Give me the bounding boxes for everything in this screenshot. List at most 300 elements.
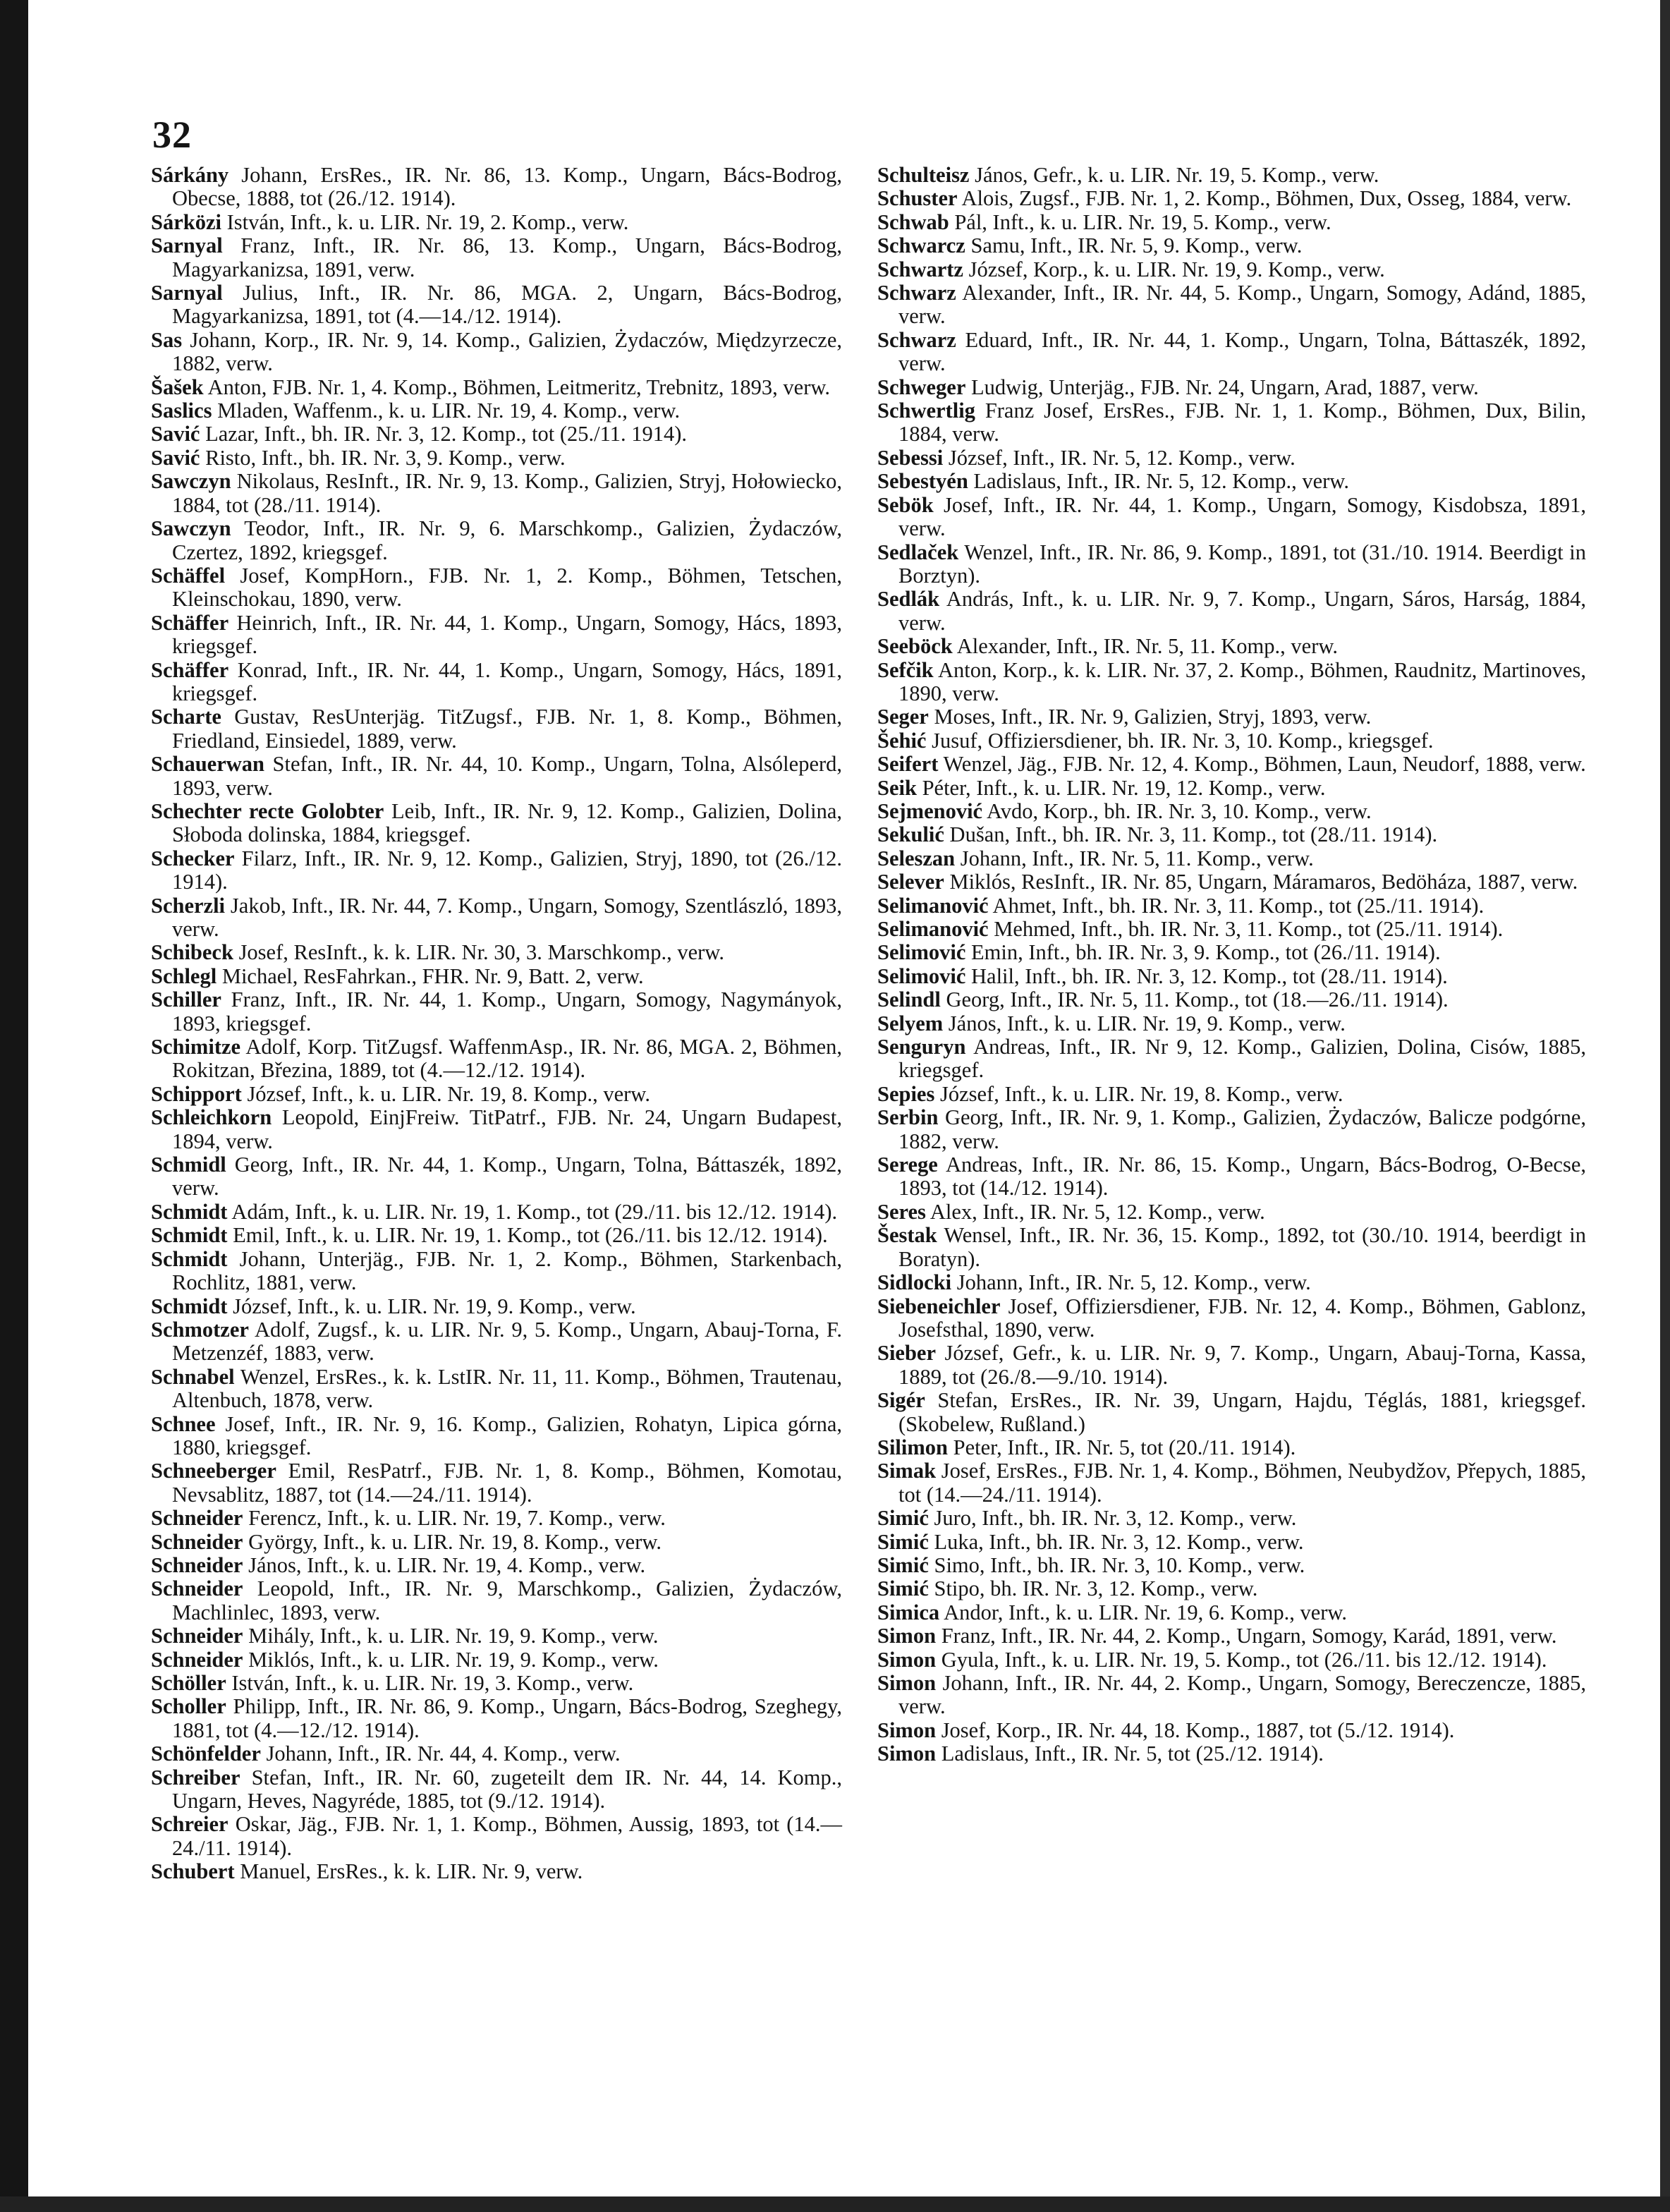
entry-surname: Schwarz bbox=[877, 281, 956, 305]
entry-surname: Šehić bbox=[877, 728, 927, 753]
entry-details: Simo, Inft., bh. IR. Nr. 3, 10. Komp., verw. bbox=[934, 1552, 1305, 1577]
entry-details: József, Korp., k. u. LIR. Nr. 19, 9. Komp., verw. bbox=[968, 257, 1385, 281]
register-entry bbox=[877, 1719, 1586, 1742]
entry-surname: Schibeck bbox=[151, 940, 233, 965]
entry-surname: Scholler bbox=[151, 1694, 226, 1719]
register-entry bbox=[877, 1153, 1586, 1201]
register-entry bbox=[151, 399, 842, 423]
entry-surname: Schnabel bbox=[151, 1364, 235, 1389]
register-entry bbox=[151, 1318, 842, 1366]
entry-surname: Seger bbox=[877, 705, 929, 729]
entry-details: Georg, Inft., IR. Nr. 5, 11. Komp., tot (18.—26./11. 1914). bbox=[946, 988, 1449, 1012]
register-entry bbox=[151, 1860, 842, 1883]
entry-surname: Selimović bbox=[877, 964, 966, 988]
entry-surname: Schlegl bbox=[151, 964, 217, 988]
entry-details: Ladislaus, Inft., IR. Nr. 5, tot (25./12. 1914). bbox=[941, 1742, 1324, 1766]
entry-surname: Schweger bbox=[877, 375, 966, 399]
entry-surname: Selindl bbox=[877, 988, 941, 1012]
entry-surname: Schwarcz bbox=[877, 233, 965, 258]
entry-surname: Schubert bbox=[151, 1859, 235, 1884]
entry-details: Jusuf, Offiziersdiener, bh. IR. Nr. 3, 10. Komp., kriegsgef. bbox=[932, 728, 1434, 753]
entry-surname: Seik bbox=[877, 775, 917, 800]
entry-surname: Scharte bbox=[151, 705, 221, 729]
register-entry bbox=[151, 1035, 842, 1083]
entry-surname: Sigér bbox=[877, 1388, 925, 1413]
entry-details: Julius, Inft., IR. Nr. 86, MGA. 2, Ungarn, Bács-Bodrog, Magyarkanizsa, 1891, tot (4.—14./12. 1914). bbox=[172, 281, 842, 329]
entry-details: Mehmed, Inft., bh. IR. Nr. 3, 11. Komp., tot (25./11. 1914). bbox=[994, 917, 1504, 941]
entry-details: Josef, Inft., IR. Nr. 9, 16. Komp., Galizien, Rohatyn, Lipica górna, 1880, kriegsgef. bbox=[172, 1411, 843, 1459]
scan-edge-left bbox=[0, 0, 28, 2212]
register-entry bbox=[877, 635, 1586, 658]
entry-details: Avdo, Korp., bh. IR. Nr. 3, 10. Komp., verw. bbox=[987, 798, 1372, 823]
entry-surname: Schnee bbox=[151, 1411, 216, 1436]
entry-surname: Sekulić bbox=[877, 822, 944, 847]
entry-details: Adolf, Zugsf., k. u. LIR. Nr. 9, 5. Komp., Ungarn, Abauj-Torna, F. Metzenzéf, 1883, verw. bbox=[172, 1317, 842, 1366]
entry-surname: Sawczyn bbox=[151, 469, 231, 494]
register-entry bbox=[877, 1201, 1586, 1224]
entry-surname: Seifert bbox=[877, 752, 939, 777]
register-entry bbox=[877, 870, 1586, 894]
register-entry bbox=[151, 1201, 842, 1224]
entry-details: Josef, Korp., IR. Nr. 44, 18. Komp., 1887, tot (5./12. 1914). bbox=[941, 1718, 1455, 1742]
entry-surname: Silimon bbox=[877, 1435, 949, 1459]
entry-details: Mihály, Inft., k. u. LIR. Nr. 19, 9. Komp., verw. bbox=[248, 1624, 659, 1648]
register-entry bbox=[877, 777, 1586, 800]
entry-details: Alexander, Inft., IR. Nr. 5, 11. Komp., verw. bbox=[956, 634, 1339, 659]
right-column bbox=[877, 164, 1586, 1766]
entry-surname: Schmidt bbox=[151, 1199, 228, 1224]
entry-details: Johann, Inft., IR. Nr. 44, 2. Komp., Ungarn, Somogy, Bereczencze, 1885, verw. bbox=[898, 1671, 1587, 1719]
entry-surname: Selever bbox=[877, 870, 944, 894]
register-entry bbox=[151, 659, 842, 706]
entry-surname: Serbin bbox=[877, 1105, 939, 1130]
entry-details: Andreas, Inft., IR. Nr 9, 12. Komp., Galizien, Dolina, Cisów, 1885, kriegsgef. bbox=[898, 1035, 1586, 1083]
register-entry bbox=[877, 659, 1586, 706]
register-entry bbox=[151, 1083, 842, 1106]
entry-details: Ludwig, Unterjäg., FJB. Nr. 24, Ungarn, Arad, 1887, verw. bbox=[970, 375, 1479, 399]
entry-details: József, Gefr., k. u. LIR. Nr. 9, 7. Komp., Ungarn, Abauj-Torna, Kassa, 1889, tot (26./8.—9./10. 1914). bbox=[898, 1341, 1587, 1389]
register-entry bbox=[877, 705, 1586, 729]
page-number: 32 bbox=[152, 114, 192, 156]
entry-surname: Schmotzer bbox=[151, 1317, 249, 1342]
entry-surname: Simić bbox=[877, 1576, 929, 1601]
register-entry bbox=[151, 1554, 842, 1577]
register-entry bbox=[877, 1459, 1586, 1507]
register-entry bbox=[877, 329, 1586, 376]
register-entry bbox=[151, 446, 842, 470]
entry-details: Josef, ErsRes., FJB. Nr. 1, 4. Komp., Böhmen, Neubydžov, Přepych, 1885, tot (14.—24./11. 1914). bbox=[898, 1459, 1586, 1507]
register-entry bbox=[151, 1413, 842, 1460]
entry-details: Samu, Inft., IR. Nr. 5, 9. Komp., verw. bbox=[970, 233, 1303, 258]
entry-details: István, Inft., k. u. LIR. Nr. 19, 3. Komp., verw. bbox=[231, 1671, 634, 1695]
entry-surname: Schiller bbox=[151, 988, 221, 1012]
register-entry bbox=[877, 1624, 1586, 1648]
entry-surname: Sebessi bbox=[877, 445, 944, 470]
entry-surname: Schwab bbox=[877, 209, 949, 234]
entry-details: Anton, Korp., k. k. LIR. Nr. 37, 2. Komp., Böhmen, Raudnitz, Martinoves, 1890, verw. bbox=[898, 657, 1586, 705]
register-entry bbox=[877, 376, 1586, 399]
entry-details: Lazar, Inft., bh. IR. Nr. 3, 12. Komp., tot (25./11. 1914). bbox=[205, 422, 688, 446]
register-entry bbox=[877, 1531, 1586, 1554]
entry-details: József, Inft., k. u. LIR. Nr. 19, 8. Komp., verw. bbox=[247, 1081, 650, 1106]
entry-details: Gyula, Inft., k. u. LIR. Nr. 19, 5. Komp., tot (26./11. bis 12./12. 1914). bbox=[941, 1647, 1547, 1672]
entry-surname: Sieber bbox=[877, 1341, 937, 1366]
entry-surname: Schönfelder bbox=[151, 1742, 261, 1766]
entry-details: Pál, Inft., k. u. LIR. Nr. 19, 5. Komp., verw. bbox=[954, 209, 1331, 234]
register-entry bbox=[151, 164, 842, 211]
entry-surname: Schmidl bbox=[151, 1153, 226, 1177]
register-entry bbox=[877, 729, 1586, 753]
entry-details: József, Inft., IR. Nr. 5, 12. Komp., verw. bbox=[948, 445, 1296, 470]
entry-details: György, Inft., k. u. LIR. Nr. 19, 8. Komp., verw. bbox=[248, 1529, 662, 1554]
entry-surname: Schreier bbox=[151, 1812, 228, 1837]
entry-details: Georg, Inft., IR. Nr. 9, 1. Komp., Galizien, Żydaczów, Balicze podgórne, 1882, verw. bbox=[898, 1105, 1586, 1153]
entry-details: Johann, ErsRes., IR. Nr. 86, 13. Komp., Ungarn, Bács-Bodrog, Obecse, 1888, tot (26./12. 1914). bbox=[172, 163, 843, 211]
register-entry bbox=[877, 1035, 1586, 1083]
entry-surname: Selimanović bbox=[877, 917, 989, 941]
entry-details: Dušan, Inft., bh. IR. Nr. 3, 11. Komp., tot (28./11. 1914). bbox=[949, 822, 1438, 847]
entry-surname: Schöller bbox=[151, 1671, 226, 1695]
scan-edge-bottom bbox=[0, 2196, 1670, 2212]
entry-surname: Šašek bbox=[151, 375, 204, 399]
entry-surname: Schipport bbox=[151, 1081, 242, 1106]
register-entry bbox=[151, 1366, 842, 1413]
register-entry bbox=[151, 376, 842, 399]
entry-surname: Schneeberger bbox=[151, 1459, 276, 1483]
entry-surname: Simon bbox=[877, 1647, 937, 1672]
register-entry bbox=[151, 1459, 842, 1507]
entry-details: Johann, Unterjäg., FJB. Nr. 1, 2. Komp., Böhmen, Starkenbach, Rochlitz, 1881, verw. bbox=[172, 1246, 843, 1295]
entry-surname: Serege bbox=[877, 1153, 938, 1177]
entry-surname: Schneider bbox=[151, 1529, 243, 1554]
entry-details: János, Inft., k. u. LIR. Nr. 19, 4. Komp., verw. bbox=[248, 1552, 646, 1577]
entry-details: Gustav, ResUnterjäg. TitZugsf., FJB. Nr. 1, 8. Komp., Böhmen, Friedland, Einsiedel, 1889, verw. bbox=[172, 705, 842, 753]
register-entry bbox=[151, 965, 842, 988]
entry-surname: Schimitze bbox=[151, 1035, 241, 1059]
entry-surname: Schreiber bbox=[151, 1765, 240, 1789]
entry-surname: Schauerwan bbox=[151, 752, 264, 777]
entry-details: József, Inft., k. u. LIR. Nr. 19, 9. Komp., verw. bbox=[233, 1294, 636, 1318]
entry-surname: Schäffer bbox=[151, 657, 229, 682]
entry-surname: Šestak bbox=[877, 1223, 937, 1248]
register-entry bbox=[151, 1224, 842, 1247]
entry-details: Emil, ResPatrf., FJB. Nr. 1, 8. Komp., Böhmen, Komotau, Nevsablitz, 1887, tot (14.—24./11. 1914). bbox=[172, 1459, 842, 1507]
entry-surname: Schuster bbox=[877, 186, 958, 211]
register-entry bbox=[877, 1648, 1586, 1672]
entry-surname: Simić bbox=[877, 1552, 929, 1577]
entry-details: Juro, Inft., bh. IR. Nr. 3, 12. Komp., verw. bbox=[934, 1506, 1297, 1531]
entry-details: Miklós, ResInft., IR. Nr. 85, Ungarn, Máramaros, Bedöháza, 1887, verw. bbox=[949, 870, 1578, 894]
entry-details: Andreas, Inft., IR. Nr. 86, 15. Komp., Ungarn, Bács-Bodrog, O-Becse, 1893, tot (14./12. 1914). bbox=[898, 1153, 1586, 1201]
entry-details: Eduard, Inft., IR. Nr. 44, 1. Komp., Ungarn, Tolna, Báttaszék, 1892, verw. bbox=[898, 327, 1587, 376]
entry-surname: Sebestyén bbox=[877, 469, 968, 494]
entry-details: Michael, ResFahrkan., FHR. Nr. 9, Batt. 2, verw. bbox=[221, 964, 644, 988]
register-entry bbox=[877, 164, 1586, 187]
register-entry bbox=[877, 1742, 1586, 1766]
entry-details: Josef, Offiziersdiener, FJB. Nr. 12, 4. Komp., Böhmen, Gablonz, Josefsthal, 1890, verw. bbox=[898, 1294, 1587, 1342]
entry-details: Ladislaus, Inft., IR. Nr. 5, 12. Komp., verw. bbox=[973, 469, 1349, 494]
register-entry bbox=[151, 988, 842, 1035]
entry-details: János, Inft., k. u. LIR. Nr. 19, 9. Komp., verw. bbox=[948, 1011, 1346, 1035]
entry-surname: Senguryn bbox=[877, 1035, 966, 1059]
register-entry bbox=[151, 941, 842, 964]
entry-surname: Sejmenović bbox=[877, 798, 983, 823]
register-entry bbox=[877, 988, 1586, 1011]
entry-surname: Schwartz bbox=[877, 257, 963, 281]
register-entry bbox=[151, 470, 842, 517]
entry-surname: Schneider bbox=[151, 1576, 243, 1601]
entry-surname: Sas bbox=[151, 327, 183, 352]
register-entry bbox=[151, 1742, 842, 1766]
entry-surname: Scherzli bbox=[151, 893, 226, 918]
entry-details: Mladen, Waffenm., k. u. LIR. Nr. 19, 4. Komp., verw. bbox=[217, 399, 681, 423]
entry-surname: Sedlaček bbox=[877, 540, 959, 564]
entry-surname: Sarnyal bbox=[151, 233, 223, 258]
register-entry bbox=[877, 800, 1586, 823]
register-entry bbox=[877, 1554, 1586, 1577]
entry-details: Wensel, Inft., IR. Nr. 36, 15. Komp., 1892, tot (30./10. 1914, beerdigt in Boratyn). bbox=[898, 1223, 1586, 1271]
register-entry bbox=[877, 1507, 1586, 1530]
register-entry bbox=[877, 494, 1586, 541]
register-entry bbox=[151, 329, 842, 376]
register-entry bbox=[151, 753, 842, 800]
register-entry bbox=[151, 211, 842, 234]
entry-surname: Schulteisz bbox=[877, 163, 970, 187]
register-entry bbox=[151, 847, 842, 894]
register-entry bbox=[151, 1672, 842, 1695]
left-column bbox=[151, 164, 842, 1884]
register-entry bbox=[877, 1295, 1586, 1342]
entry-surname: Simon bbox=[877, 1624, 937, 1648]
register-entry bbox=[877, 1083, 1586, 1106]
entry-surname: Schleichkorn bbox=[151, 1105, 272, 1130]
entry-details: Emil, Inft., k. u. LIR. Nr. 19, 1. Komp., tot (26./11. bis 12./12. 1914). bbox=[233, 1223, 828, 1248]
entry-details: Johann, Inft., IR. Nr. 5, 12. Komp., verw. bbox=[956, 1270, 1311, 1295]
entry-details: Wenzel, Jäg., FJB. Nr. 12, 4. Komp., Böhmen, Laun, Neudorf, 1888, verw. bbox=[943, 752, 1586, 777]
register-entry bbox=[151, 281, 842, 329]
register-entry bbox=[877, 281, 1586, 329]
register-entry bbox=[151, 1106, 842, 1153]
entry-details: Oskar, Jäg., FJB. Nr. 1, 1. Komp., Böhmen, Aussig, 1893, tot (14.—24./11. 1914). bbox=[172, 1812, 842, 1860]
entry-details: Johann, Korp., IR. Nr. 9, 14. Komp., Galizien, Żydaczów, Międzyrzecze, 1882, verw. bbox=[172, 327, 842, 376]
register-entry bbox=[151, 1248, 842, 1295]
entry-surname: Simon bbox=[877, 1671, 937, 1695]
entry-details: Konrad, Inft., IR. Nr. 44, 1. Komp., Ungarn, Somogy, Hács, 1891, kriegsgef. bbox=[172, 657, 843, 705]
register-entry bbox=[877, 918, 1586, 941]
entry-surname: Seres bbox=[877, 1199, 926, 1224]
entry-surname: Sarnyal bbox=[151, 281, 223, 305]
entry-surname: Schecker bbox=[151, 846, 235, 870]
register-entry bbox=[151, 517, 842, 564]
entry-surname: Simon bbox=[877, 1718, 937, 1742]
entry-details: Leib, Inft., IR. Nr. 9, 12. Komp., Galizien, Dolina, Słoboda dolinska, 1884, kriegsgef. bbox=[172, 798, 842, 847]
entry-details: Moses, Inft., IR. Nr. 9, Galizien, Stryj, 1893, verw. bbox=[934, 705, 1372, 729]
register-entry bbox=[877, 446, 1586, 470]
entry-surname: Selimović bbox=[877, 940, 966, 965]
entry-surname: Schneider bbox=[151, 1506, 243, 1531]
entry-surname: Siebeneichler bbox=[877, 1294, 1001, 1318]
register-entry bbox=[151, 705, 842, 753]
entry-details: Miklós, Inft., k. u. LIR. Nr. 19, 9. Komp., verw. bbox=[248, 1647, 659, 1672]
entry-surname: Seeböck bbox=[877, 634, 953, 659]
entry-surname: Savić bbox=[151, 445, 200, 470]
entry-surname: Schmidt bbox=[151, 1294, 228, 1318]
entry-details: Josef, KompHorn., FJB. Nr. 1, 2. Komp., Böhmen, Tetschen, Kleinschokau, 1890, verw. bbox=[172, 563, 843, 612]
entry-surname: Sárközi bbox=[151, 209, 221, 234]
entry-surname: Selyem bbox=[877, 1011, 944, 1035]
entry-details: Alex, Inft., IR. Nr. 5, 12. Komp., verw. bbox=[930, 1199, 1265, 1224]
entry-surname: Simon bbox=[877, 1742, 937, 1766]
register-entry bbox=[877, 847, 1586, 870]
entry-details: Johann, Inft., IR. Nr. 5, 11. Komp., verw. bbox=[960, 846, 1314, 870]
register-entry bbox=[151, 1531, 842, 1554]
entry-details: Franz Josef, ErsRes., FJB. Nr. 1, 1. Komp., Böhmen, Dux, Bilin, 1884, verw. bbox=[898, 399, 1587, 446]
entry-details: Nikolaus, ResInft., IR. Nr. 9, 13. Komp., Galizien, Stryj, Hołowiecko, 1884, tot (28./11. 1914). bbox=[172, 469, 843, 517]
register-entry bbox=[877, 1577, 1586, 1600]
entry-details: Johann, Inft., IR. Nr. 44, 4. Komp., verw. bbox=[266, 1742, 621, 1766]
register-entry bbox=[877, 1106, 1586, 1153]
entry-details: Leopold, EinjFreiw. TitPatrf., FJB. Nr. 24, Ungarn Budapest, 1894, verw. bbox=[172, 1105, 843, 1153]
register-entry bbox=[877, 753, 1586, 776]
entry-details: Alexander, Inft., IR. Nr. 44, 5. Komp., Ungarn, Somogy, Adánd, 1885, verw. bbox=[898, 281, 1586, 329]
entry-surname: Schmidt bbox=[151, 1246, 228, 1271]
entry-surname: Sárkány bbox=[151, 163, 229, 187]
entry-surname: Seleszan bbox=[877, 846, 956, 870]
register-entry bbox=[877, 894, 1586, 918]
entry-details: Jakob, Inft., IR. Nr. 44, 7. Komp., Ungarn, Somogy, Szentlászló, 1893, verw. bbox=[172, 893, 842, 941]
entry-details: Georg, Inft., IR. Nr. 44, 1. Komp., Ungarn, Tolna, Báttaszék, 1892, verw. bbox=[172, 1153, 843, 1201]
register-entry bbox=[151, 800, 842, 847]
register-entry bbox=[877, 234, 1586, 257]
entry-surname: Schäffel bbox=[151, 563, 226, 588]
entry-surname: Schneider bbox=[151, 1552, 243, 1577]
entry-details: Manuel, ErsRes., k. k. LIR. Nr. 9, verw. bbox=[240, 1859, 583, 1884]
register-entry bbox=[877, 1342, 1586, 1389]
entry-details: Teodor, Inft., IR. Nr. 9, 6. Marschkomp., Galizien, Żydaczów, Czertez, 1892, kriegsgef. bbox=[172, 516, 843, 564]
register-entry bbox=[151, 1153, 842, 1201]
entry-details: Wenzel, ErsRes., k. k. LstIR. Nr. 11, 11. Komp., Böhmen, Trautenau, Altenbuch, 1878, verw. bbox=[172, 1364, 842, 1413]
register-entry bbox=[877, 588, 1586, 635]
register-entry bbox=[151, 1624, 842, 1648]
entry-details: Josef, ResInft., k. k. LIR. Nr. 30, 3. Marschkomp., verw. bbox=[238, 940, 724, 965]
register-entry bbox=[151, 1507, 842, 1530]
entry-details: Peter, Inft., IR. Nr. 5, tot (20./11. 1914). bbox=[953, 1435, 1296, 1459]
entry-details: Risto, Inft., bh. IR. Nr. 3, 9. Komp., verw. bbox=[205, 445, 566, 470]
entry-details: Stefan, Inft., IR. Nr. 44, 10. Komp., Ungarn, Tolna, Alsóleperd, 1893, verw. bbox=[172, 752, 843, 800]
entry-surname: Savić bbox=[151, 422, 200, 446]
entry-surname: Schwarz bbox=[877, 327, 956, 352]
register-entry bbox=[151, 1295, 842, 1318]
entry-surname: Simak bbox=[877, 1459, 937, 1483]
register-entry bbox=[877, 1389, 1586, 1436]
register-entry bbox=[151, 1813, 842, 1860]
entry-details: Stipo, bh. IR. Nr. 3, 12. Komp., verw. bbox=[934, 1576, 1258, 1601]
entry-surname: Schneider bbox=[151, 1624, 243, 1648]
entry-surname: Sebök bbox=[877, 492, 934, 517]
entry-details: Adám, Inft., k. u. LIR. Nr. 19, 1. Komp., tot (29./11. bis 12./12. 1914). bbox=[231, 1199, 838, 1224]
entry-details: Ahmet, Inft., bh. IR. Nr. 3, 11. Komp., tot (25./11. 1914). bbox=[992, 893, 1485, 918]
entry-details: Philipp, Inft., IR. Nr. 86, 9. Komp., Ungarn, Bács-Bodrog, Szeghegy, 1881, tot (4.—12./12. 1914). bbox=[172, 1694, 843, 1742]
entry-surname: Schechter recte Golobter bbox=[151, 798, 384, 823]
scan-edge-right bbox=[1660, 0, 1670, 2212]
entry-details: Andor, Inft., k. u. LIR. Nr. 19, 6. Komp., verw. bbox=[944, 1600, 1348, 1624]
register-entry bbox=[151, 564, 842, 612]
register-entry bbox=[151, 1695, 842, 1742]
entry-surname: Sedlák bbox=[877, 587, 940, 612]
register-entry bbox=[877, 1672, 1586, 1719]
entry-surname: Sefčik bbox=[877, 657, 934, 682]
register-entry bbox=[151, 894, 842, 942]
entry-details: Péter, Inft., k. u. LIR. Nr. 19, 12. Komp., verw. bbox=[922, 775, 1326, 800]
register-entry bbox=[877, 941, 1586, 964]
register-entry bbox=[877, 399, 1586, 446]
register-entry bbox=[877, 541, 1586, 588]
entry-details: Franz, Inft., IR. Nr. 44, 1. Komp., Ungarn, Somogy, Nagymányok, 1893, kriegsgef. bbox=[172, 988, 842, 1035]
register-entry bbox=[877, 1436, 1586, 1459]
entry-surname: Sidlocki bbox=[877, 1270, 952, 1295]
entry-surname: Schwertlig bbox=[877, 399, 975, 423]
entry-details: Wenzel, Inft., IR. Nr. 86, 9. Komp., 1891, tot (31./10. 1914. Beerdigt in Borztyn). bbox=[898, 540, 1586, 588]
entry-details: Heinrich, Inft., IR. Nr. 44, 1. Komp., Ungarn, Somogy, Hács, 1893, kriegsgef. bbox=[172, 610, 843, 659]
register-entry bbox=[877, 823, 1586, 846]
entry-surname: Schmidt bbox=[151, 1223, 228, 1248]
entry-surname: Selimanović bbox=[877, 893, 989, 918]
entry-details: Halil, Inft., bh. IR. Nr. 3, 12. Komp., tot (28./11. 1914). bbox=[971, 964, 1448, 988]
entry-surname: Simić bbox=[877, 1529, 929, 1554]
entry-details: István, Inft., k. u. LIR. Nr. 19, 2. Komp., verw. bbox=[226, 209, 629, 234]
entry-surname: Sawczyn bbox=[151, 516, 231, 541]
register-entry bbox=[877, 965, 1586, 988]
entry-surname: Simica bbox=[877, 1600, 940, 1624]
register-entry bbox=[877, 1271, 1586, 1294]
register-entry bbox=[151, 1766, 842, 1813]
entry-surname: Schneider bbox=[151, 1647, 243, 1672]
register-entry bbox=[877, 1224, 1586, 1271]
entry-details: Josef, Inft., IR. Nr. 44, 1. Komp., Ungarn, Somogy, Kisdobsza, 1891, verw. bbox=[898, 492, 1586, 541]
entry-details: János, Gefr., k. u. LIR. Nr. 19, 5. Komp., verw. bbox=[975, 163, 1379, 187]
register-entry bbox=[877, 258, 1586, 281]
entry-surname: Simić bbox=[877, 1506, 929, 1531]
register-entry bbox=[151, 234, 842, 281]
entry-details: Alois, Zugsf., FJB. Nr. 1, 2. Komp., Böhmen, Dux, Osseg, 1884, verw. bbox=[961, 186, 1572, 211]
entry-details: Luka, Inft., bh. IR. Nr. 3, 12. Komp., verw. bbox=[934, 1529, 1304, 1554]
entry-details: Stefan, Inft., IR. Nr. 60, zugeteilt dem IR. Nr. 44, 14. Komp., Ungarn, Heves, Nagyréde, 1885, tot (9./12. 1914). bbox=[172, 1765, 843, 1813]
register-entry bbox=[877, 470, 1586, 493]
entry-details: Anton, FJB. Nr. 1, 4. Komp., Böhmen, Leitmeritz, Trebnitz, 1893, verw. bbox=[207, 375, 831, 399]
entry-details: Franz, Inft., IR. Nr. 44, 2. Komp., Ungarn, Somogy, Karád, 1891, verw. bbox=[941, 1624, 1557, 1648]
register-entry bbox=[877, 1012, 1586, 1035]
entry-details: Ferencz, Inft., k. u. LIR. Nr. 19, 7. Komp., verw. bbox=[248, 1506, 666, 1531]
entry-details: Franz, Inft., IR. Nr. 86, 13. Komp., Ungarn, Bács-Bodrog, Magyarkanizsa, 1891, verw. bbox=[172, 233, 842, 281]
register-entry bbox=[877, 187, 1586, 210]
entry-details: Leopold, Inft., IR. Nr. 9, Marschkomp., Galizien, Żydaczów, Machlinlec, 1893, verw. bbox=[172, 1576, 842, 1624]
entry-details: András, Inft., k. u. LIR. Nr. 9, 7. Komp., Ungarn, Sáros, Harság, 1884, verw. bbox=[898, 587, 1586, 635]
entry-details: Stefan, ErsRes., IR. Nr. 39, Ungarn, Hajdu, Téglás, 1881, kriegsgef. (Skobelew, Rußland.) bbox=[898, 1388, 1587, 1436]
register-entry bbox=[151, 612, 842, 659]
entry-details: József, Inft., k. u. LIR. Nr. 19, 8. Komp., verw. bbox=[939, 1081, 1343, 1106]
entry-surname: Sepies bbox=[877, 1081, 935, 1106]
entry-details: Emin, Inft., bh. IR. Nr. 3, 9. Komp., tot (26./11. 1914). bbox=[971, 940, 1441, 965]
register-entry bbox=[877, 1601, 1586, 1624]
register-entry bbox=[151, 1648, 842, 1672]
register-entry bbox=[151, 423, 842, 446]
register-entry bbox=[151, 1577, 842, 1624]
entry-details: Filarz, Inft., IR. Nr. 9, 12. Komp., Galizien, Stryj, 1890, tot (26./12. 1914). bbox=[172, 846, 843, 894]
entry-details: Adolf, Korp. TitZugsf. WaffenmAsp., IR. Nr. 86, MGA. 2, Böhmen, Rokitzan, Březina, 1889, tot (4.—12./12. 1914). bbox=[172, 1035, 842, 1083]
register-entry bbox=[877, 211, 1586, 234]
entry-surname: Schäffer bbox=[151, 610, 229, 635]
entry-surname: Saslics bbox=[151, 399, 212, 423]
